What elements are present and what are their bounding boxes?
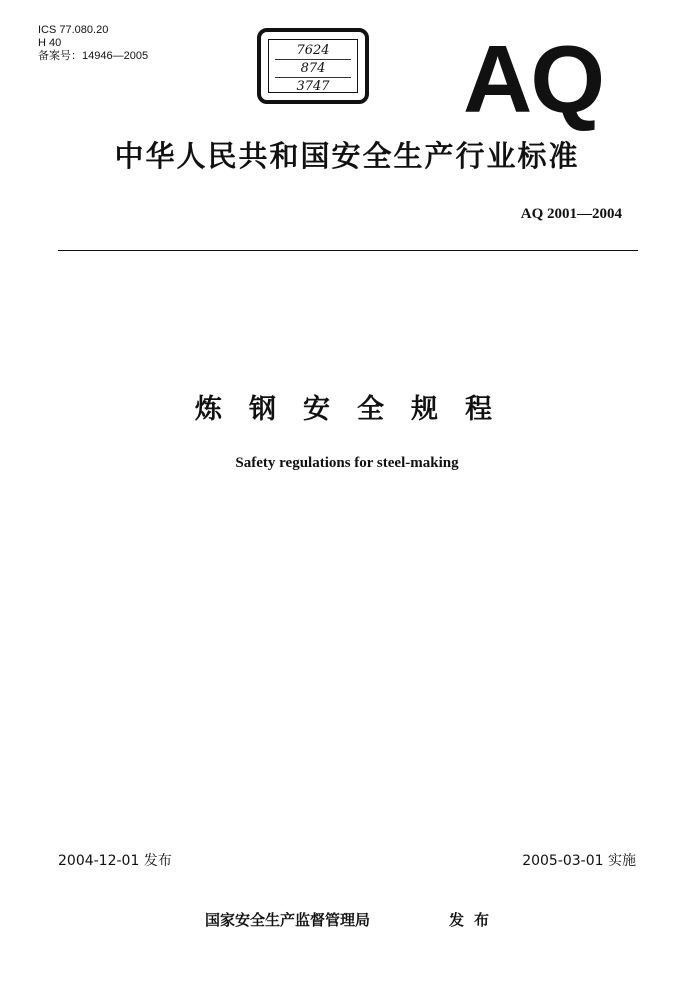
standard-number: AQ 2001—2004 [520, 206, 622, 222]
ics-code: ICS 77.080.20 [38, 24, 109, 36]
standard-category-title: 中华人民共和国安全生产行业标准 [114, 139, 580, 173]
aq-logo: AQ [463, 26, 603, 133]
handwritten-stamp [257, 28, 369, 104]
stamp-line-3: 3747 [296, 79, 330, 94]
classification-block [38, 24, 148, 63]
publish-date: 2004-12-01 发布 [58, 853, 172, 869]
publisher-action: 发布 [449, 911, 500, 929]
document-title: 炼钢安全规程 [195, 394, 519, 425]
stamp-line-2: 874 [275, 60, 351, 78]
stamp-line-1: 7624 [275, 42, 351, 60]
publisher-name: 国家安全生产监督管理局 [205, 911, 371, 929]
header-divider [58, 250, 638, 251]
document-subtitle: Safety regulations for steel-making [235, 455, 459, 471]
classification-code: H 40 [38, 37, 62, 49]
filing-number: 备案号：14946—2005 [38, 50, 149, 62]
effective-date: 2005-03-01 实施 [522, 853, 636, 869]
stamp-frame [268, 39, 358, 93]
